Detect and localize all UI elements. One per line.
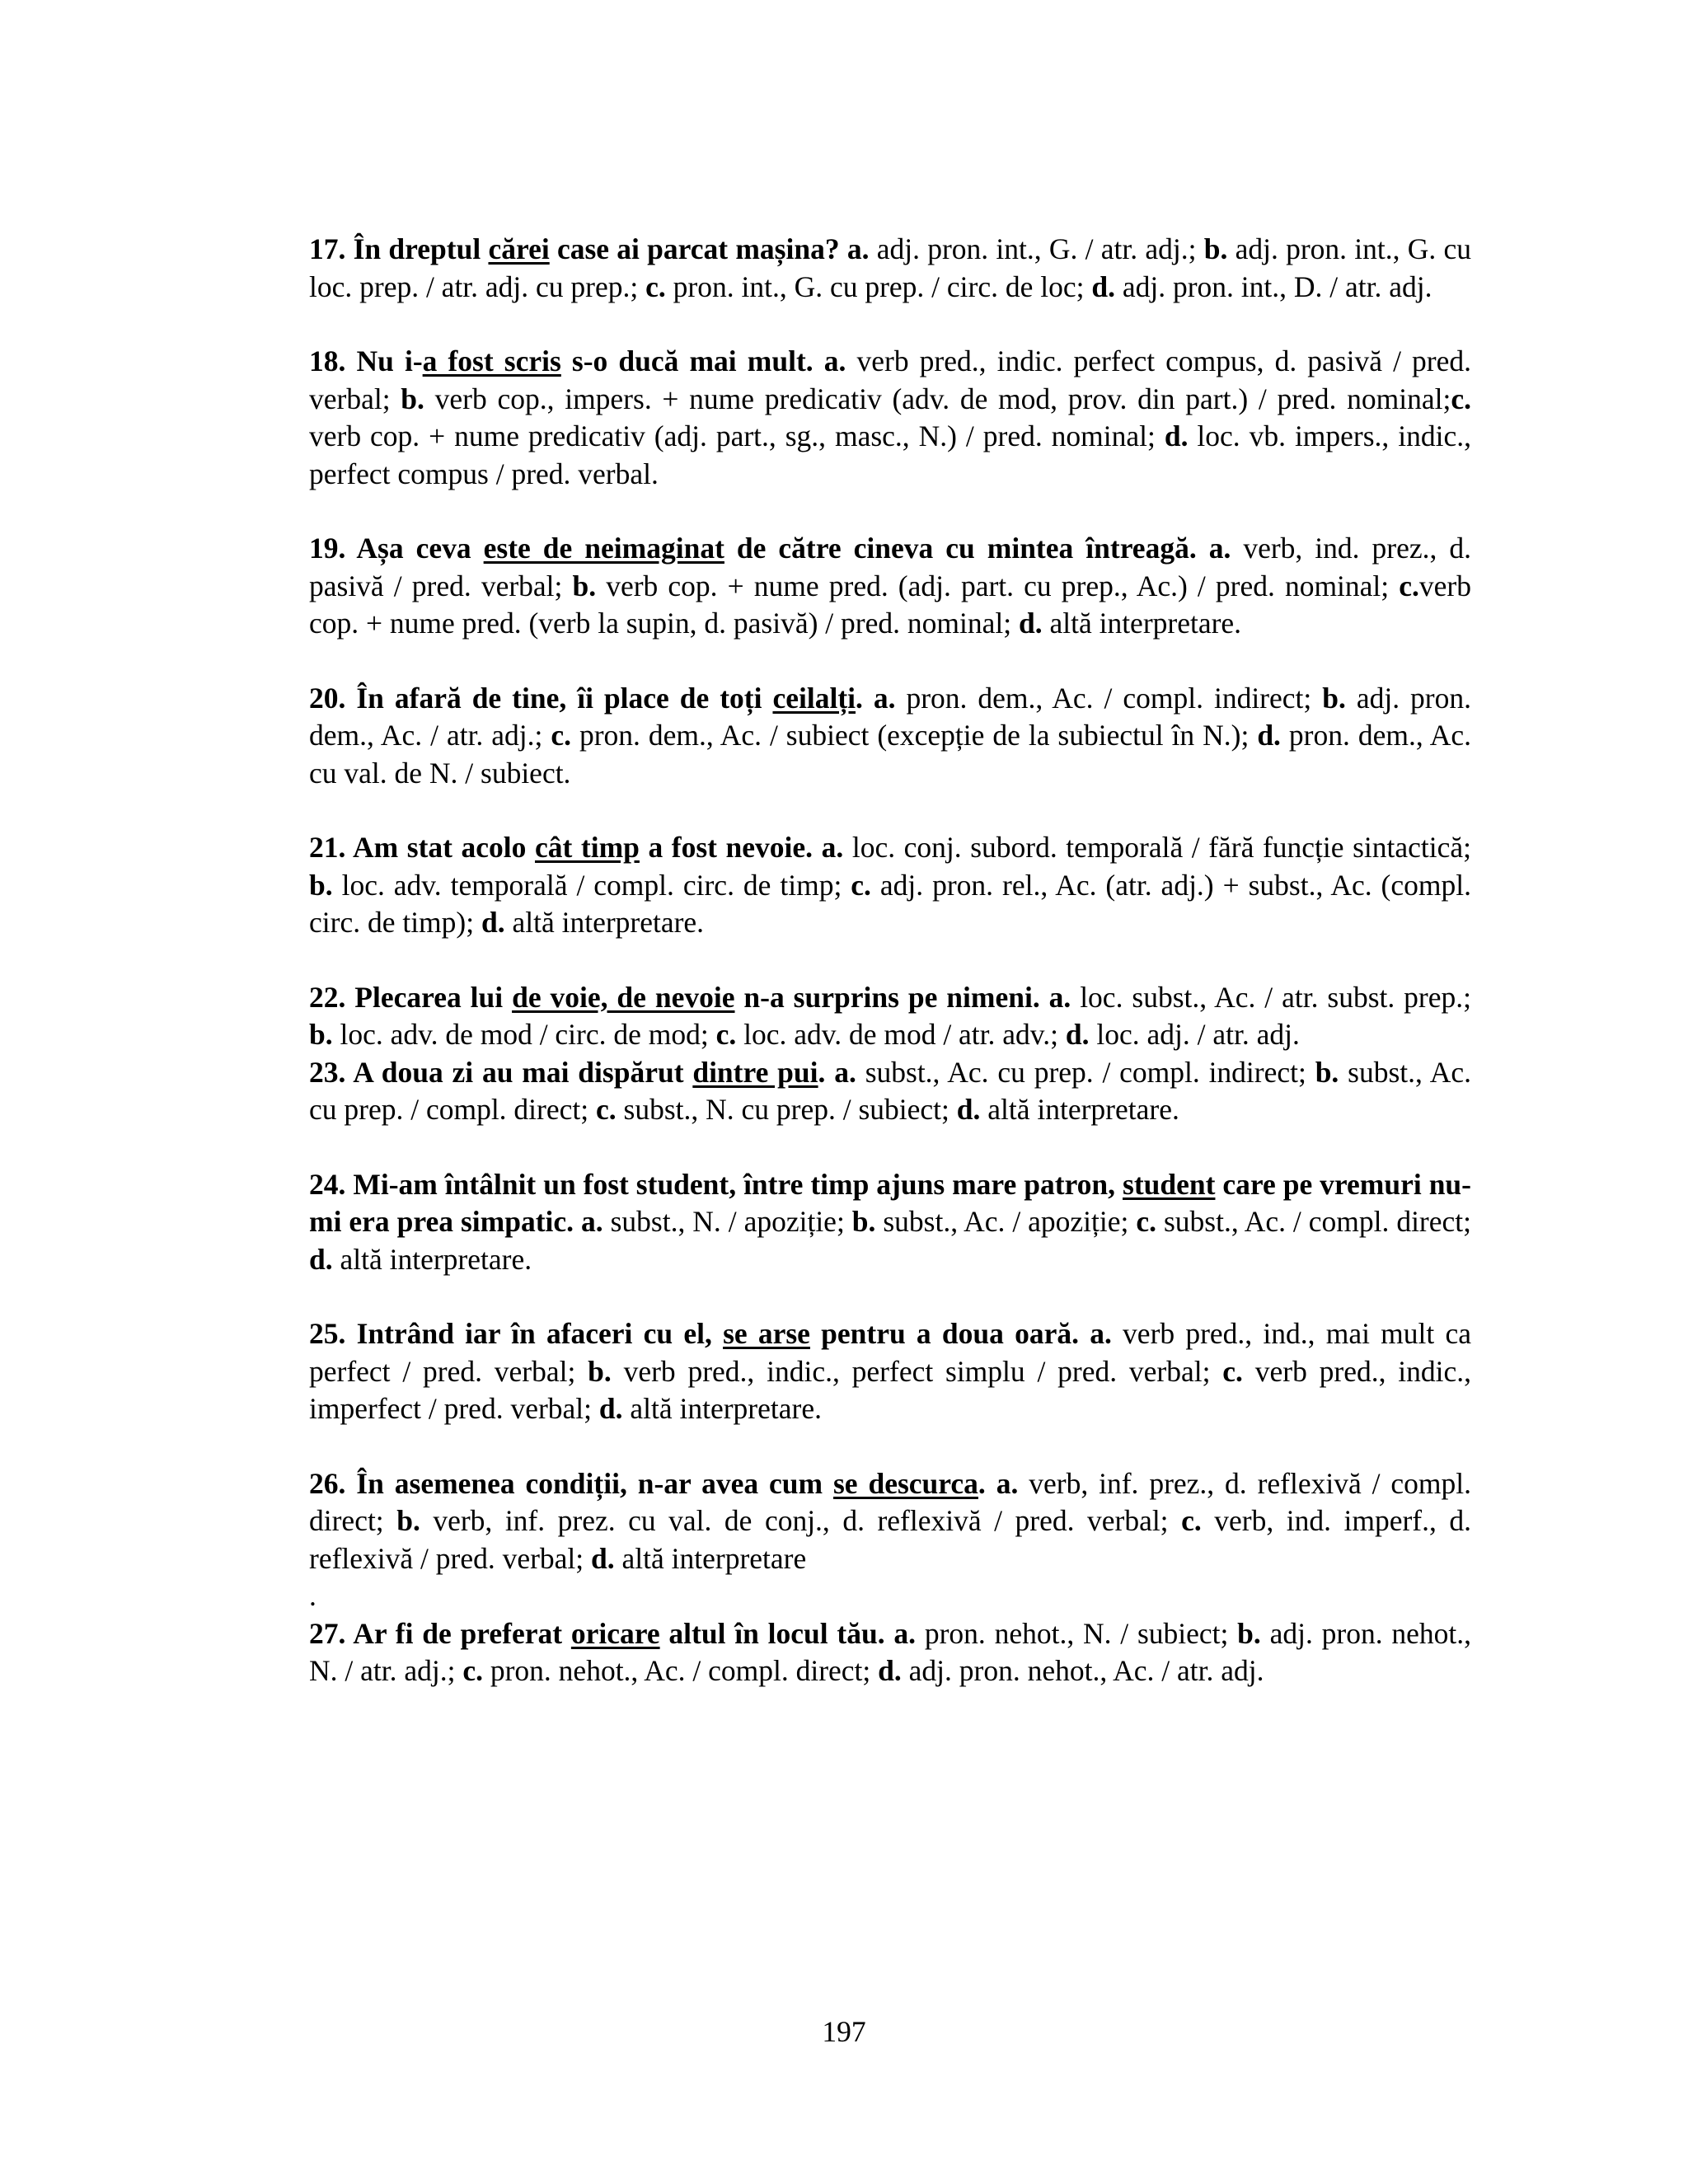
stem-text: 25. Intrând iar în afaceri cu el,: [309, 1317, 724, 1350]
stem-text: a fost nevoie.: [639, 831, 814, 864]
option-letter: b.: [1203, 232, 1228, 265]
underlined-target: se descurca: [832, 1466, 978, 1500]
option-letter: c.: [462, 1654, 483, 1687]
option-text: verb cop. + nume predicativ (adj. part., sg., masc., N.) / pred. nominal;: [309, 419, 1165, 452]
option-letter: d.: [878, 1654, 902, 1687]
option-text: pron. dem., Ac. cu val. de N. / subiect.: [309, 719, 1471, 790]
stem-text: 20. În afară de tine, îi place de toți: [309, 681, 773, 715]
stem-text: 22. Plecarea lui: [309, 980, 513, 1014]
option-letter: a.: [1090, 1317, 1112, 1350]
underlined-target: se arse: [723, 1317, 810, 1350]
exercise-list: [309, 231, 1471, 1727]
option-letter: d.: [309, 1242, 333, 1276]
option-letter: b.: [309, 868, 333, 902]
option-text: pron. dem., Ac. / compl. indirect;: [895, 681, 1323, 715]
option-text: subst., Ac. / compl. direct;: [1156, 1205, 1471, 1238]
option-text: altă interpretare.: [622, 1392, 822, 1425]
option-letter: b.: [1322, 681, 1346, 715]
underlined-target: de voie, de nevoie: [512, 980, 735, 1014]
underlined-target: cărei: [488, 232, 550, 265]
option-letter: a.: [580, 1205, 603, 1238]
option-text: altă interpretare.: [980, 1093, 1179, 1126]
stem-text: n-a surprins pe nimeni.: [734, 980, 1040, 1014]
question-stem: [309, 831, 813, 864]
option-letter: d.: [1065, 1018, 1090, 1051]
option-text: subst., Ac. / apoziție;: [875, 1205, 1137, 1238]
stem-text: .: [978, 1466, 986, 1500]
option-letter: b.: [401, 382, 424, 415]
question-26: [309, 1465, 1471, 1578]
option-letter: d.: [598, 1392, 623, 1425]
question-19: [309, 530, 1471, 643]
option-letter: b.: [309, 1018, 333, 1051]
question-23: [309, 1054, 1471, 1129]
option-text: altă interpretare.: [332, 1242, 532, 1276]
question-stem: [309, 981, 1040, 1014]
option-letter: d.: [1257, 719, 1281, 752]
stem-text: case ai parcat mașina?: [549, 232, 840, 265]
stem-text: s-o ducă mai mult.: [560, 344, 814, 377]
option-text: verb, ind. prez., d. pasivă / pred. verbal;: [309, 532, 1472, 602]
option-text: pron. dem., Ac. / subiect (excepție de la subiectul în N.);: [570, 719, 1258, 752]
stem-text: 18. Nu i-: [309, 344, 423, 377]
option-letter: c.: [1181, 1504, 1202, 1537]
option-text: subst., N. / apoziție;: [603, 1205, 852, 1238]
question-stem: [309, 232, 840, 265]
page-number: 197: [822, 2015, 866, 2048]
option-letter: c.: [715, 1018, 737, 1051]
question-stem: [309, 682, 863, 715]
option-text: pron. nehot., N. / subiect;: [916, 1616, 1238, 1650]
option-letter: a.: [1208, 532, 1231, 565]
option-text: verb cop., impers. + nume predicativ (adv. de mod, prov. din part.) / pred. nominal;: [424, 382, 1451, 415]
stem-text: care pe vremuri nu-mi era prea simpatic.: [309, 1167, 1471, 1238]
option-text: loc. conj. subord. temporală / fără funcție sintactică;: [843, 831, 1471, 864]
option-text: loc. vb. impers., indic., perfect compus / pred. verbal.: [309, 419, 1471, 490]
option-text: pron. int., G. cu prep. / circ. de loc;: [665, 269, 1092, 303]
option-text: adj. pron. nehot., Ac. / atr. adj.: [901, 1654, 1264, 1687]
option-letter: d.: [1164, 419, 1189, 452]
option-letter: a.: [996, 1466, 1019, 1500]
stem-text: 26. În asemenea condiții, n-ar avea cum: [309, 1466, 833, 1500]
option-letter: c.: [595, 1093, 617, 1126]
option-text: verb, inf. prez., d. reflexivă / compl. direct;: [309, 1466, 1472, 1537]
option-text: altă interpretare: [614, 1541, 807, 1575]
option-letter: a.: [821, 831, 844, 864]
stem-text: .: [818, 1055, 826, 1089]
option-letter: a.: [846, 232, 870, 265]
question-20: [309, 680, 1471, 793]
option-text: adj. pron. int., D. / atr. adj.: [1114, 269, 1432, 303]
option-letter: b.: [588, 1354, 612, 1388]
question-17: [309, 231, 1471, 306]
option-text: loc. subst., Ac. / atr. subst. prep.;: [1071, 980, 1471, 1014]
question-22: [309, 979, 1471, 1054]
option-text: adj. pron. dem., Ac. / atr. adj.;: [309, 681, 1471, 752]
stem-text: 19. Așa ceva: [309, 532, 484, 565]
question-stem: [309, 1056, 825, 1089]
option-text: verb pred., indic., perfect simplu / pred. verbal;: [611, 1354, 1223, 1388]
question-stem: [309, 1317, 1079, 1350]
question-stem: [309, 1467, 986, 1500]
question-18: [309, 343, 1471, 493]
option-text: verb, inf. prez. cu val. de conj., d. reflexivă / pred. verbal;: [420, 1504, 1182, 1537]
option-letter: d.: [956, 1093, 981, 1126]
option-text: verb pred., indic., imperfect / pred. verbal;: [309, 1354, 1472, 1425]
option-text: subst., N. cu prep. / subiect;: [616, 1093, 957, 1126]
underlined-target: ceilalți: [772, 681, 856, 715]
stem-text: 23. A doua zi au mai dispărut: [309, 1055, 693, 1089]
option-letter: b.: [851, 1205, 876, 1238]
option-letter: c.: [1399, 569, 1419, 602]
question-21: [309, 829, 1471, 942]
option-text: pron. nehot., Ac. / compl. direct;: [482, 1654, 879, 1687]
question-stem: [309, 344, 814, 377]
option-text: adj. pron. int., G. / atr. adj.;: [869, 232, 1204, 265]
option-text: adj. pron. nehot., N. / atr. adj.;: [309, 1616, 1471, 1687]
option-letter: a.: [873, 681, 896, 715]
option-text: altă interpretare.: [504, 906, 705, 939]
option-text: altă interpretare.: [1042, 607, 1242, 640]
option-letter: c.: [851, 868, 871, 902]
option-letter: c.: [645, 269, 666, 303]
option-text: adj. pron. int., G. cu loc. prep. / atr. adj. cu prep.;: [309, 232, 1471, 303]
question-stem: [309, 1617, 885, 1650]
stem-text: de către cineva cu mintea întreagă.: [724, 532, 1197, 565]
underlined-target: student: [1123, 1167, 1216, 1201]
stem-text: 17. În dreptul: [309, 232, 489, 265]
option-letter: a.: [1048, 980, 1071, 1014]
stem-text: 24. Mi-am întâlnit un fost student, între timp ajuns mare patron,: [309, 1167, 1123, 1201]
stray-period: .: [309, 1579, 316, 1612]
option-letter: c.: [1136, 1205, 1156, 1238]
question-24: [309, 1166, 1471, 1279]
option-letter: a.: [823, 344, 846, 377]
option-letter: d.: [1091, 269, 1115, 303]
option-text: loc. adj. / atr. adj.: [1089, 1018, 1300, 1051]
stem-text: altul în locul tău.: [659, 1616, 885, 1650]
option-letter: a.: [834, 1055, 856, 1089]
option-letter: d.: [1018, 607, 1043, 640]
underlined-target: cât timp: [534, 831, 640, 864]
option-text: subst., Ac. cu prep. / compl. indirect;: [856, 1055, 1315, 1089]
option-letter: b.: [1237, 1616, 1261, 1650]
underlined-target: oricare: [570, 1616, 660, 1650]
stem-text: 27. Ar fi de preferat: [309, 1616, 571, 1650]
option-letter: d.: [481, 906, 505, 939]
option-text: loc. adv. temporală / compl. circ. de timp;: [332, 868, 851, 902]
option-text: verb cop. + nume pred. (adj. part. cu prep., Ac.) / pred. nominal;: [596, 569, 1400, 602]
option-text: verb cop. + nume pred. (verb la supin, d. pasivă) / pred. nominal;: [309, 569, 1471, 640]
option-letter: c.: [1451, 382, 1471, 415]
stem-text: pentru a doua oară.: [809, 1317, 1079, 1350]
option-text: verb pred., ind., mai mult ca perfect / pred. verbal;: [309, 1317, 1472, 1388]
option-letter: d.: [591, 1541, 615, 1575]
question-27: [309, 1615, 1471, 1690]
option-letter: c.: [551, 719, 571, 752]
stem-text: 21. Am stat acolo: [309, 831, 535, 864]
option-letter: b.: [396, 1504, 420, 1537]
question-stem: [309, 532, 1197, 565]
option-text: subst., Ac. cu prep. / compl. direct;: [309, 1055, 1471, 1126]
option-text: loc. adv. de mod / atr. adv.;: [736, 1018, 1066, 1051]
option-letter: b.: [1315, 1055, 1339, 1089]
option-text: adj. pron. rel., Ac. (atr. adj.) + subst., Ac. (compl. circ. de timp);: [309, 868, 1471, 939]
option-letter: b.: [572, 569, 597, 602]
underlined-target: este de neimaginat: [483, 532, 724, 565]
option-text: verb pred., indic. perfect compus, d. pasivă / pred. verbal;: [309, 344, 1472, 415]
option-text: loc. adv. de mod / circ. de mod;: [332, 1018, 716, 1051]
option-text: verb, ind. imperf., d. reflexivă / pred. verbal;: [309, 1504, 1471, 1575]
underlined-target: dintre pui: [692, 1055, 818, 1089]
stem-text: .: [856, 681, 863, 715]
option-letter: c.: [1222, 1354, 1243, 1388]
question-25: [309, 1315, 1471, 1428]
option-letter: a.: [893, 1616, 917, 1650]
underlined-target: a fost scris: [422, 344, 561, 377]
